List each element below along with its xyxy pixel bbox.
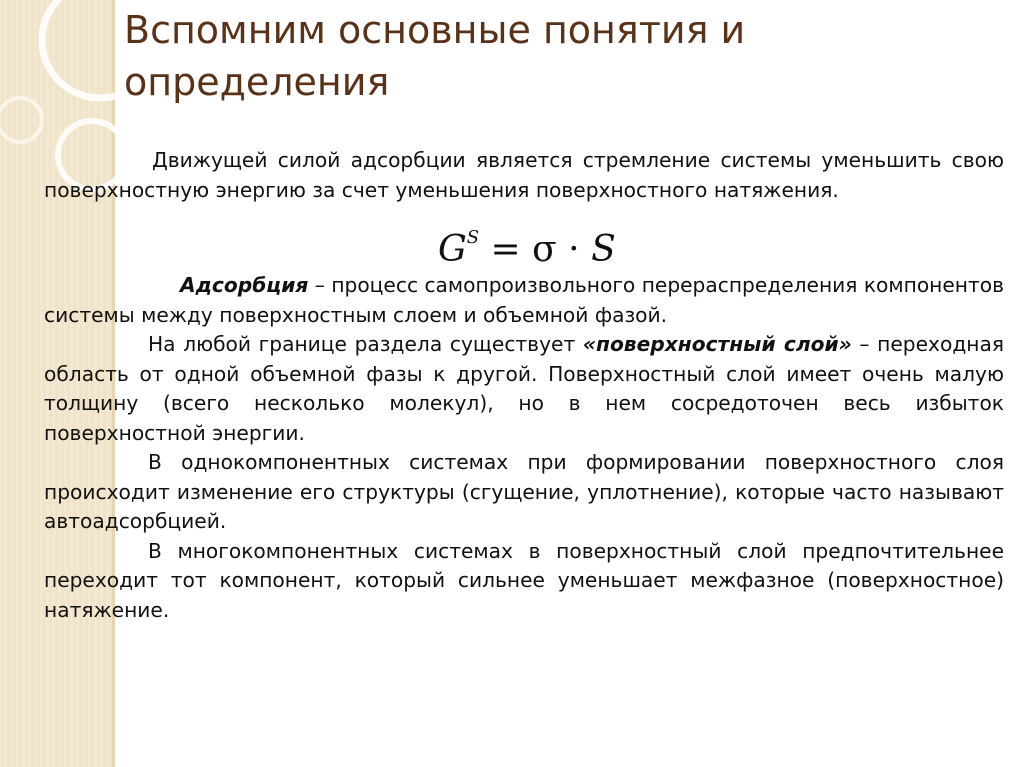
paragraph-driving-force: Движущей силой адсорбции является стремление системы уменьшить свою поверхностную энергию за счет уменьшения поверхностного натяжения. (44, 148, 1004, 202)
formula-expression (438, 205, 616, 283)
slide-content (44, 146, 1004, 625)
slide-title: Вспомним основные понятия и определения (124, 8, 746, 104)
formula-middle: = σ · (479, 229, 592, 270)
paragraph-multi-component: В многокомпонентных системах в поверхностный слой предпочтительнее переходит тот компонент, который сильнее уменьшает межфазное (поверхностное) натяжение. (44, 538, 1004, 622)
term-adsorption: Адсорбция (180, 273, 309, 297)
formula (44, 205, 1004, 271)
paragraph-surface-layer (44, 330, 1004, 448)
term-surface-layer: «поверхностный слой» (582, 332, 852, 356)
formula-g: G (438, 229, 467, 270)
formula-s: S (591, 229, 616, 270)
paragraph-one-component: В однокомпонентных системах при формировании поверхностного слоя происходит изменение его структуры (сгущение, уплотнение), которые часто называют автоадсорбцией. (44, 450, 1004, 533)
formula-superscript: S (466, 227, 480, 248)
adsorption-definition: – процесс самопроизвольного перераспределения компонентов системы между поверхностным слоем и объемной фазой. (44, 273, 1005, 327)
surface-layer-definition: – переходная область от одной объемной фазы к другой. Поверхностный слой имеет очень малую толщину (всего несколько молекул), но в нем сосредоточен весь избыток поверхностной энергии. (44, 332, 1004, 445)
surface-layer-intro: На любой границе раздела существует (148, 332, 583, 356)
